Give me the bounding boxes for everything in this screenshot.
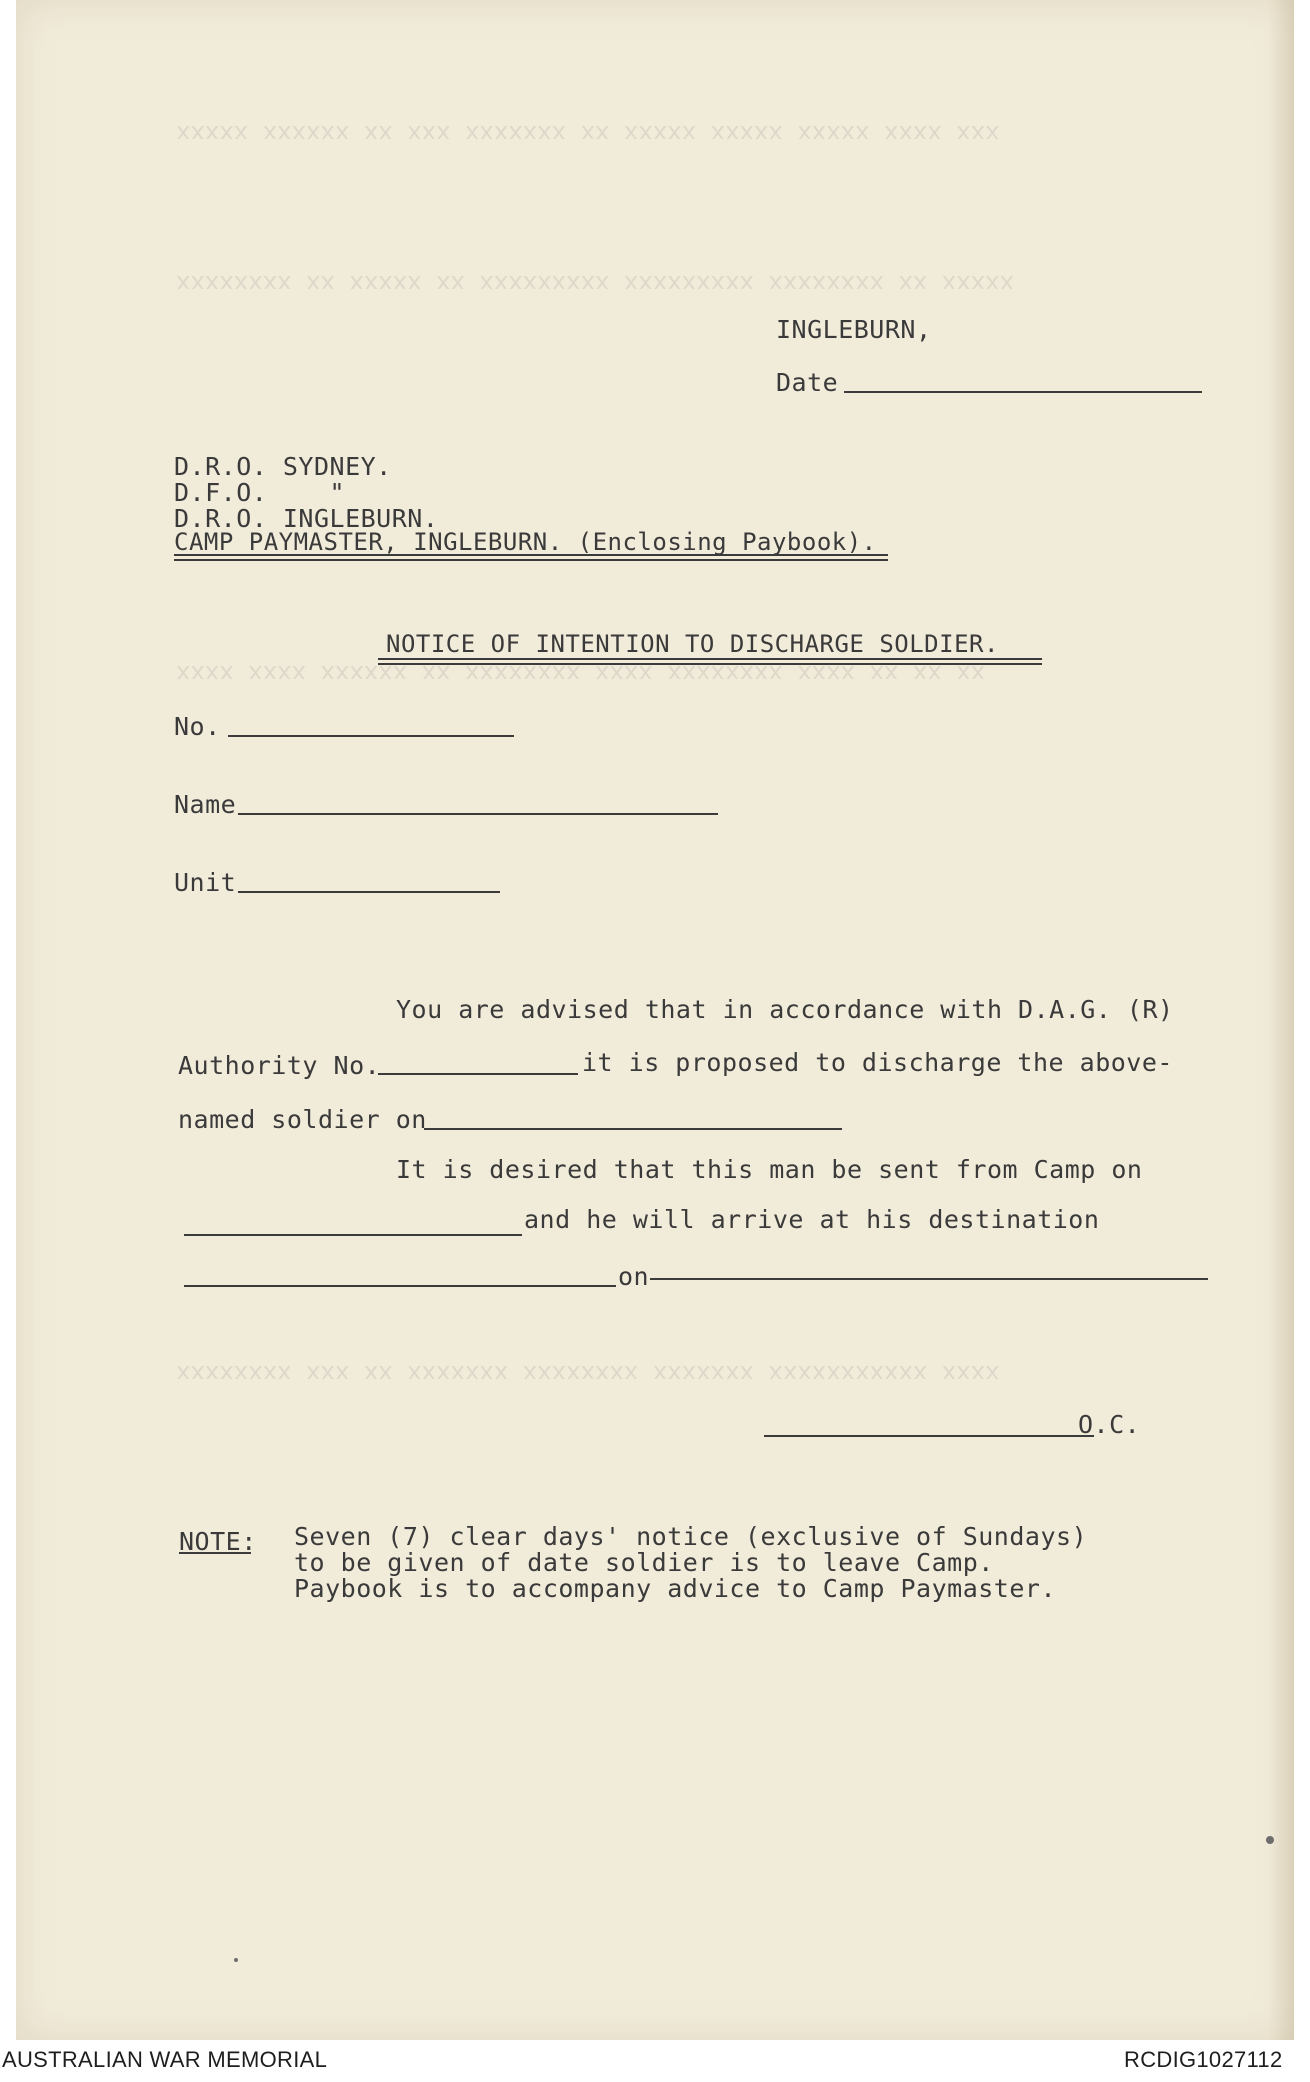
note-label-underline [179,1552,251,1554]
arrival-date-line [650,1278,1208,1280]
body-line: it is proposed to discharge the above- [582,1048,1173,1077]
sent-date-line [184,1234,522,1236]
document-page [16,0,1294,2040]
paper-speck [1266,1836,1274,1844]
addressee-line: D.R.O. INGLEBURN. [174,504,439,533]
date-line [844,391,1202,393]
addressee-underline [174,559,888,561]
show-through-text: xxxx xxxx xxxxxx xx xxxxxxxx xxxx xxxxxxxx xxxx xx xx xx [176,660,986,688]
unit-field-line [238,891,500,893]
show-through-text: xxxxxxxx xxx xx xxxxxxx xxxxxxxx xxxxxxx xxxxxxxxxxx xxxx [176,1360,1000,1388]
note-text: to be given of date soldier is to leave Camp. [294,1548,994,1577]
unit-label: Unit [174,868,237,897]
name-field-line [238,813,718,815]
note-text: Paybook is to accompany advice to Camp Paymaster. [294,1574,1057,1603]
footer-id: RCDIG1027112 [1124,2047,1283,2072]
body-line: on [618,1262,650,1291]
notice-title: NOTICE OF INTENTION TO DISCHARGE SOLDIER. [386,630,999,658]
place-heading: INGLEBURN, [776,315,932,344]
signature-line [764,1435,1094,1437]
paper-speck [234,1958,238,1962]
show-through-text: xxxxx xxxxxx xx xxx xxxxxxx xx xxxxx xxxxx xxxxx xxxx xxx [176,120,1000,148]
date-label: Date [776,368,839,397]
show-through-text: xxxxxxxx xx xxxxx xx xxxxxxxxx xxxxxxxxx xxxxxxxx xx xxxxx [176,270,1015,298]
no-field-line [228,735,514,737]
body-line: and he will arrive at his destination [524,1205,1100,1234]
name-label: Name [174,790,237,819]
body-line: You are advised that in accordance with D.A.G. (R) [396,995,1174,1024]
footer-credit: AUSTRALIAN WAR MEMORIAL [2,2047,328,2072]
addressee-underline [174,554,888,556]
no-label: No. [174,712,221,741]
addressee-line: D.R.O. SYDNEY. [174,452,392,481]
title-underline [378,658,1042,660]
body-line: named soldier on [178,1105,427,1134]
addressee-line: CAMP PAYMASTER, INGLEBURN. (Enclosing Paybook). [174,528,877,556]
note-text: Seven (7) clear days' notice (exclusive of Sundays) [294,1522,1088,1551]
title-underline [378,663,1042,665]
note-label: NOTE: [179,1527,257,1556]
authority-no-line [378,1073,578,1075]
addressee-line: D.F.O. " [174,478,346,507]
destination-line [184,1285,616,1287]
signature-label: O.C. [1078,1410,1141,1439]
discharge-date-line [424,1128,842,1130]
body-line: It is desired that this man be sent from Camp on [396,1155,1143,1184]
body-line: Authority No. [178,1051,381,1080]
